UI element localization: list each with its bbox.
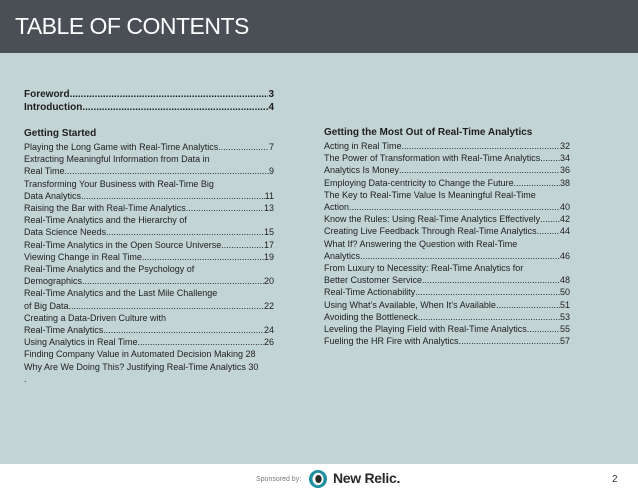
toc-entry[interactable] xyxy=(324,311,570,323)
toc-entry: Transforming Your Business with Real-Time Big xyxy=(24,178,214,189)
toc-entry-title: Real Time xyxy=(24,166,65,177)
toc-entry[interactable] xyxy=(24,275,274,287)
toc-entry-title: Action xyxy=(324,202,350,213)
toc-page-number: 36 xyxy=(559,165,570,176)
dot-leader xyxy=(103,324,264,336)
toc-entry[interactable] xyxy=(324,213,570,225)
toc-entry-title: Using What’s Available, When It’s Available xyxy=(324,299,496,310)
toc-entry-title: of Big Data xyxy=(24,300,69,311)
dot-leader xyxy=(65,165,269,177)
toc-entry[interactable] xyxy=(324,250,570,262)
toc-entry[interactable]: Introduction ..... 4 xyxy=(24,101,274,114)
toc-entry-title: Better Customer Service xyxy=(324,275,423,286)
dot-leader xyxy=(69,300,264,312)
dot-leader xyxy=(496,299,560,311)
dot-leader xyxy=(186,202,264,214)
toc-entry: . xyxy=(24,373,27,384)
toc-entry-title: Viewing Change in Real Time xyxy=(24,251,142,262)
toc-entry[interactable] xyxy=(324,164,570,176)
dot-leader xyxy=(418,311,560,323)
dot-leader xyxy=(514,177,560,189)
toc-entry: Creating a Data-Driven Culture with xyxy=(24,312,167,323)
toc-page-number: 51 xyxy=(559,299,570,310)
toc-page-number: 26 xyxy=(263,337,274,348)
toc-entry: From Luxury to Necessity: Real-Time Analytics for xyxy=(324,263,524,274)
toc-entry: The Key to Real-Time Value Is Meaningful Real-Time xyxy=(324,189,536,200)
toc-page-number: 19 xyxy=(263,251,274,262)
toc-entry-title: Creating Live Feedback Through Real-Time Analytics xyxy=(324,226,537,237)
dot-leader xyxy=(527,323,560,335)
dot-leader xyxy=(106,226,264,238)
toc-entry[interactable] xyxy=(24,190,274,202)
dot-leader xyxy=(537,225,560,237)
toc-entry-title: Playing the Long Game with Real-Time Analytics xyxy=(24,142,219,152)
toc-page-number: 55 xyxy=(559,324,570,335)
toc-entry[interactable]: Foreword ..... 3 xyxy=(24,88,274,101)
dot-leader xyxy=(459,335,560,347)
toc-page-number: 57 xyxy=(559,336,570,347)
toc-entry: Real-Time Analytics and the Psychology of xyxy=(24,264,195,275)
sponsor-label: Sponsored by: xyxy=(256,476,302,483)
dot-leader xyxy=(142,251,264,263)
new-relic-logo-icon xyxy=(308,469,328,489)
dot-leader xyxy=(349,201,560,213)
toc-entry-title: Real-Time Analytics xyxy=(24,325,104,336)
toc-entry: Finding Company Value in Automated Decision Making 28 xyxy=(24,349,256,360)
dot-leader xyxy=(81,190,265,202)
toc-entry[interactable] xyxy=(24,165,274,177)
toc-page-number: 9 xyxy=(268,166,274,177)
toc-entry-title: Acting in Real Time xyxy=(324,141,402,151)
toc-page-number: 15 xyxy=(263,227,274,238)
page-number: 2 xyxy=(612,474,618,485)
toc-entry[interactable] xyxy=(24,141,274,153)
toc-entry[interactable] xyxy=(24,251,274,263)
toc-left-column xyxy=(24,88,274,385)
toc-entry-title: Employing Data-centricity to Change the Future xyxy=(324,177,514,188)
toc-page-number: 40 xyxy=(559,202,570,213)
toc-entry: Extracting Meaningful Information from Data in xyxy=(24,154,210,165)
toc-right-column xyxy=(324,126,570,347)
toc-entry[interactable] xyxy=(324,140,570,152)
toc-entry: Real-Time Analytics and the Last Mile Challenge xyxy=(24,288,218,299)
toc-entry[interactable] xyxy=(24,239,274,251)
dot-leader xyxy=(221,239,264,251)
dot-leader xyxy=(540,152,560,164)
toc-page-number: 34 xyxy=(559,153,570,164)
toc-entry-title: Demographics xyxy=(24,276,83,287)
toc-entry[interactable] xyxy=(324,323,570,335)
toc-page-number: 22 xyxy=(263,300,274,311)
toc-entry[interactable] xyxy=(24,336,274,348)
toc-page-number: 38 xyxy=(559,177,570,188)
toc-entry[interactable] xyxy=(324,225,570,237)
toc-page-number: 11 xyxy=(264,190,274,201)
toc-page-number: 48 xyxy=(559,275,570,286)
toc-entry[interactable] xyxy=(324,274,570,286)
toc-entry[interactable] xyxy=(324,335,570,347)
toc-entry[interactable] xyxy=(324,286,570,298)
toc-entry[interactable] xyxy=(24,226,274,238)
toc-page-number: 13 xyxy=(263,203,274,214)
toc-entry-title: Know the Rules: Using Real-Time Analytics Effectively xyxy=(324,214,541,225)
toc-entry-title: Avoiding the Bottleneck xyxy=(324,311,418,322)
dot-leader xyxy=(422,274,560,286)
toc-entry: Why Are We Doing This? Justifying Real-Time Analytics 30 xyxy=(24,361,259,372)
toc-page-number: 7 xyxy=(268,142,274,152)
toc-entry-title: The Power of Transformation with Real-Time Analytics xyxy=(324,153,541,164)
toc-page-number: 24 xyxy=(263,325,274,336)
toc-page-number: 53 xyxy=(559,311,570,322)
toc-entry[interactable] xyxy=(324,201,570,213)
toc-entry: What If? Answering the Question with Real-Time xyxy=(324,238,518,249)
toc-entry-title: Real-Time Analytics in the Open Source Universe xyxy=(24,239,222,250)
dot-leader xyxy=(399,164,560,176)
section-heading: Getting the Most Out of Real-Time Analytics xyxy=(324,127,533,138)
dot-leader xyxy=(218,141,269,153)
toc-entry[interactable] xyxy=(324,299,570,311)
toc-entry[interactable] xyxy=(324,177,570,189)
header-bar xyxy=(0,0,638,53)
toc-entry-title: Leveling the Playing Field with Real-Time Analytics xyxy=(324,324,527,335)
toc-page-number: 17 xyxy=(263,239,274,250)
toc-page-number: 20 xyxy=(263,276,274,287)
toc-list xyxy=(324,140,570,347)
dot-leader xyxy=(360,250,560,262)
section-heading: Getting Started xyxy=(24,128,97,139)
toc-entry[interactable] xyxy=(24,300,274,312)
dot-leader xyxy=(82,275,264,287)
toc-entry-title: Using Analytics in Real Time xyxy=(24,337,138,348)
logo-text: New Relic. xyxy=(333,470,401,486)
page-title: TABLE OF CONTENTS xyxy=(15,13,249,39)
toc-entry-title: Fueling the HR Fire with Analytics xyxy=(324,336,459,347)
dot-leader xyxy=(540,213,560,225)
toc-page-number: 32 xyxy=(559,141,570,151)
dot-leader xyxy=(402,140,560,152)
toc-entry-title: Data Science Needs xyxy=(24,227,107,238)
toc-page-number: 44 xyxy=(559,226,570,237)
toc-entry-title: Analytics xyxy=(324,250,361,261)
dot-leader xyxy=(138,336,264,348)
toc-list xyxy=(24,141,274,385)
toc-entry[interactable] xyxy=(24,202,274,214)
toc-entry-title: Real-Time Actionability xyxy=(324,287,416,298)
toc-page-number: 42 xyxy=(559,214,570,225)
toc-entry: Real-Time Analytics and the Hierarchy of xyxy=(24,215,187,226)
dot-leader xyxy=(415,286,560,298)
toc-page-number: 50 xyxy=(559,287,570,298)
toc-entry-title: Data Analytics xyxy=(24,190,82,201)
toc-entry-title: Raising the Bar with Real-Time Analytics xyxy=(24,203,186,214)
toc-entry[interactable] xyxy=(324,152,570,164)
toc-entry[interactable] xyxy=(24,324,274,336)
toc-entry-title: Analytics Is Money xyxy=(324,165,400,176)
toc-page-number: 46 xyxy=(559,250,570,261)
